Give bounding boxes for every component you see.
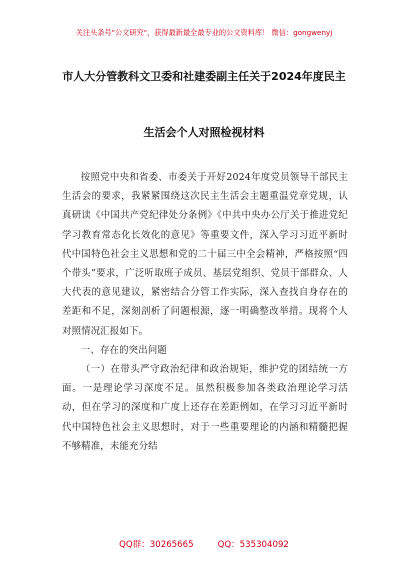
top-banner: 关注头条号"公文研究"，获得最新最全最专业的公文资料库！ 微信：gongwenyj xyxy=(75,28,333,37)
body-paragraph: （一）在带头严守政治纪律和政治规矩，维护党的团结统一方面。一是理论学习深度不足。虽然积极参加各类政治理论学习活动，但在学习的深度和广度上还存在差距例如，在学习习近平新时代中国特色社会主义思想时，对于一些重要理论的内涵和精髓把握不够精准，未能充分结 xyxy=(62,364,348,452)
qq-group-number: QQ群：30265665 xyxy=(119,540,194,550)
document-title-line1: 市人大分管教科文卫委和社建委副主任关于2024年度民主 xyxy=(62,70,346,83)
section-heading: 一、存在的突出问题 xyxy=(80,344,167,356)
document-body xyxy=(62,168,348,456)
qq-number: QQ：535304092 xyxy=(217,540,289,550)
bottom-banner xyxy=(0,538,408,550)
body-paragraph: 按照党中央和省委、市委关于开好2024年度党员领导干部民主生活会的要求，我紧紧围绕这次民主生活会主题重温党章党规，认真研读《中国共产党纪律处分条例》《中共中央办公厅关于推进党纪学习教育常态化长效化的意见》等重要文件，深入学习习近平新时代中国特色社会主义思想和党的二十届三中全会精神，严格按照“四个带头”要求，广泛听取班子成员、基层党组织、党员干部群众、人大代表的意见建议，紧密结合分管工作实际，深入查找自身存在的差距和不足，深刻剖析了问题根源，逐一明确整改举措。现将个人对照情况汇报如下。 xyxy=(62,172,348,337)
document-title-line2: 生活会个人对照检视材料 xyxy=(143,126,265,139)
